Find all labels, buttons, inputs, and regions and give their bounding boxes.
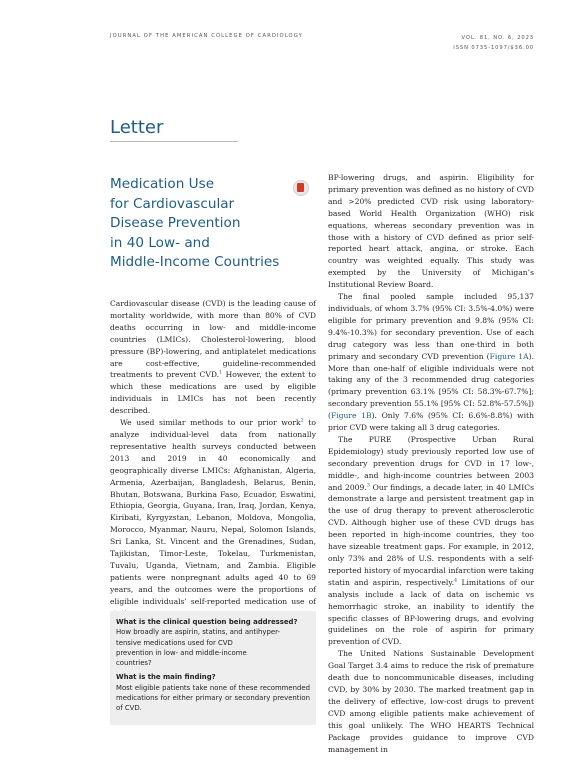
key-points-content [116,617,310,718]
paragraph: BP-lowering drugs, and aspirin. Eligibility for primary prevention was defined as no history of CVD and >20% predicted CVD risk using laboratory-based World Health Organization (WHO) risk equations, whereas secondary prevention was in those with a history of CVD defined as prior self-reported heart attack, angina, or stroke. Each country was weighted equally. This study was exempted by the University of Michigan’s Institutional Review Board. [328,173,534,290]
text-run: We used similar methods to our prior work [120,418,301,428]
text-run: However, the extent to which these medications are used by eligible individuals in LMICs has not been recently described. [110,370,316,416]
issue-info [453,33,534,53]
journal-name: JOURNAL OF THE AMERICAN COLLEGE OF CARDIOLOGY [110,33,303,39]
paragraph: The United Nations Sustainable Development Goal Target 3.4 aims to reduce the risk of premature death due to noncommunicable diseases, including CVD, by 30% by 2030. The marked treatment gap in the delivery of effective, low-cost drugs to prevent CVD among eligible patients make achievement of this goal unlikely. The WHO HEARTS Technical Package provides guidance to improve CVD management in [328,649,534,754]
paragraph [328,434,534,648]
clinical-question-heading: What is the clinical question being addressed? [116,618,298,626]
text-run: Limitations of our analysis include a lack of data on ischemic vs hemorrhagic stroke, an inability to identify the specific classes of BP-lowering drugs, and evolving guidelines on the role of aspirin for primary prevention of CVD. [328,577,534,647]
main-finding-answer: Most eligible patients take none of these recommended medications for either primary or secondary prevention of CVD. [116,683,310,713]
issn-info: ISSN 0735-1097/$36.00 [453,45,534,51]
title-line: Medication Use [110,176,215,192]
bookmark-icon [297,183,304,192]
key-points-box [110,611,316,725]
section-label: Letter [110,117,164,138]
reference-link[interactable]: 3 [366,482,370,489]
paragraph [110,298,316,417]
title-line: Disease Prevention [110,215,241,231]
paragraph [110,417,316,619]
answer-line: How broadly are aspirin, statins, and antihyper- [116,628,280,637]
text-run: to analyze individual-level data from nationally representative health surveys conducted between 2013 and 2019 in 40 economically and geographically diverse LMICs: Afghanistan, Algeria, Armenia, Azerbaijan, Bangladesh, Belarus, Benin, Bhutan, Botswana, Burkina Faso, Ecuador, Eswatini, Ethiopia, Georgia, Guyana, Iran, Iraq, Jordan, Kenya, Kiribati, Kyrgyzstan, Lebanon, Moldova, Mongolia, Morocco, Myanmar, Nauru, Nepal, Solomon Islands, Sri Lanka, St. Vincent and the Grenadines, Sudan, Tajikistan, Timor-Leste, Tokelau, Turkmenistan, Tuvalu, Uganda, Vietnam, and Zambia. Eligible patients were nonpregnant adults aged 40 to 69 years, and the outcomes were the proportions of eligible individuals’ self-reported medication use of [110,418,316,606]
text-run: The final pooled sample included 95,137 individuals, of whom 3.7% (95% CI: 3.5%-4.0%) were eligible for primary prevention and 9.8% (95% CI: 9.4%-10.3%) for secondary prevention. Use of each drug category was less than one-third in both primary and secondary CVD prevention ( [328,292,534,361]
reference-link[interactable]: 4 [454,577,458,584]
text-run: The PURE (Prospective Urban Rural Epidemiology) study previously reported low use of secondary prevention drugs for CVD in 17 low-, middle-, and high-income countries between 2003 and 2009. [328,434,534,492]
left-column [110,298,316,619]
paragraph [328,291,534,434]
title-line: for Cardiovascular [110,195,235,212]
article-title [110,175,310,273]
volume-info: VOL. 81, NO. 6, 2023 [461,35,534,41]
text-run: ). Only 7.6% (95% CI: 6.6%-8.8%) with prior CVD were taking all 3 drug categories. [328,411,534,433]
title-line: in 40 Low- and [110,234,210,251]
crossmark-icon[interactable] [293,180,309,196]
title-line: Middle-Income Countries [110,254,280,270]
section-divider [110,141,238,142]
reference-link[interactable]: 2 [300,417,304,424]
answer-line: tensive medications used for CVD [116,638,233,647]
answer-line: prevention in low- and middle-income [116,648,247,657]
text-run: ). More than one-half of eligible individuals were not taking any of the 3 recommended drug categories (primary prevention 63.1% [95% CI: 58.3%-67.7%]; secondary prevention 55.1% [95% CI: 52.8%-57.5%]) ( [328,351,534,421]
figure-link[interactable]: Figure 1B [330,411,372,421]
reference-link[interactable]: 1 [219,369,223,376]
text-run: Cardiovascular disease (CVD) is the leading cause of mortality worldwide, with more than 80% of CVD deaths occurring in low- and middle-income countries (LMICs). Cholesterol-lowering, blood pressure (BP)-lowering, and antiplatelet medications are cost-effective, guideline-recommended treatments to prevent CVD. [110,299,316,380]
clinical-question-answer [116,627,310,668]
main-finding-heading: What is the main finding? [116,673,216,682]
answer-line: countries? [116,659,152,668]
right-column [328,172,534,755]
figure-link[interactable]: Figure 1A [489,351,529,361]
text-run: Our findings, a decade later, in 40 LMICs demonstrate a large and persistent treatment gap in the use of drug therapy to prevent atherosclerotic CVD. Although higher use of these CVD drugs has been reported in high-income countries, they too have sizeable treatment gaps. For example, in 2012, only 73% and 28% of U.S. respondents with a self-reported history of myocardial infarction were taking statin and aspirin, respectively. [328,482,534,587]
